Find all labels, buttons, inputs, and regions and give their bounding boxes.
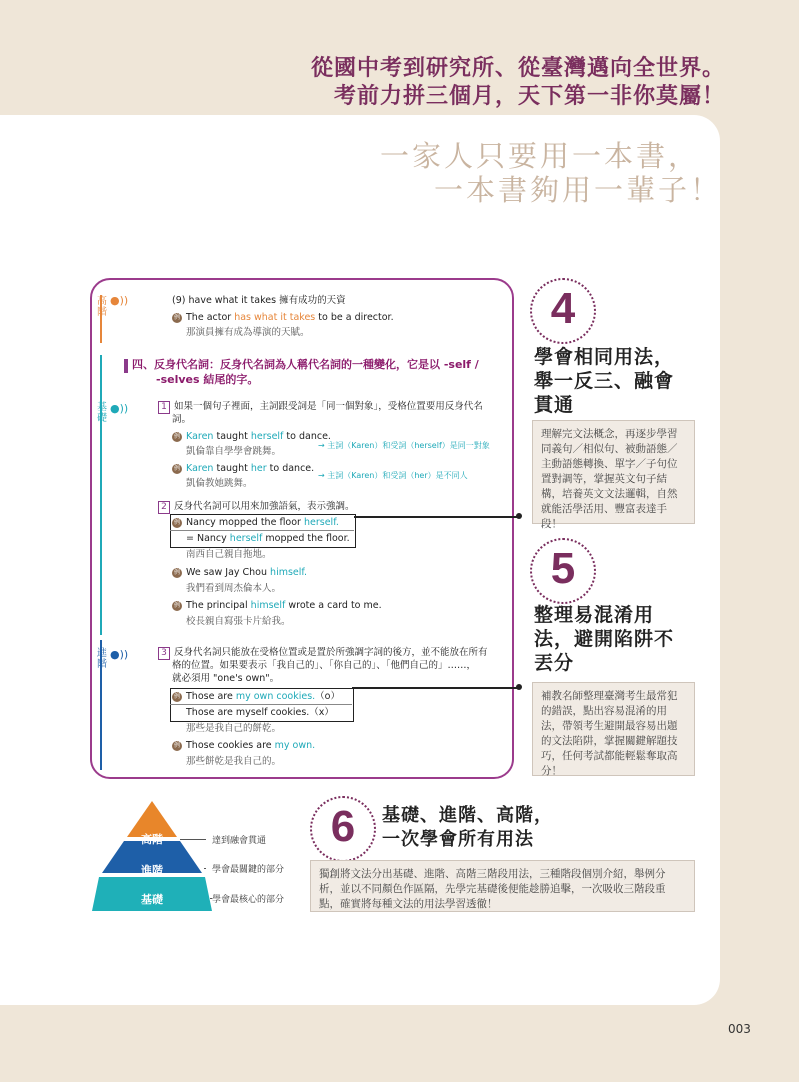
header-line-1: 從國中考到研究所、從臺灣邁向全世界。 — [310, 56, 725, 81]
slogan-line-2: 一本書夠用一輩子！ — [434, 173, 723, 207]
example-badge: 例 — [173, 741, 180, 749]
rule-1-line-1 — [158, 400, 483, 414]
example-line — [172, 690, 340, 704]
example-line — [172, 739, 315, 753]
feature-description: 補教名師整理臺灣考生最常犯的錯誤，點出容易混淆的用法，帶領考生避開最容易出題的文法陷阱，掌握關鍵解題技巧，任何考試都能輕鬆奪取高分！ — [532, 682, 695, 776]
feature-number: 5 — [550, 544, 576, 593]
example-badge: 例 — [173, 518, 180, 526]
text: 反身代名詞可以用來加強語氣，表示強調。 — [174, 501, 355, 512]
highlight: himself. — [270, 567, 308, 578]
feature-number: 6 — [330, 802, 356, 851]
phrase-line: (9) have what it takes 擁有成功的天資 — [172, 295, 346, 306]
feature-title — [382, 804, 553, 852]
section-title-1: 四、反身代名詞：反身代名詞為人稱代名詞的一種變化，它是以 -self / — [132, 358, 479, 371]
title-line: 舉一反三、融會 — [534, 370, 675, 392]
example-translation: 校長親自寫張卡片給我。 — [186, 616, 291, 627]
section-title-2: -selves 結尾的字。 — [156, 373, 259, 386]
example-badge: 例 — [173, 692, 180, 700]
example-translation: 那演員擁有成為導演的天賦。 — [186, 327, 310, 338]
sound-wave-icon: ●)) — [110, 402, 129, 415]
example-translation: 我們看到周杰倫本人。 — [186, 583, 282, 594]
text: to be a director. — [315, 312, 394, 323]
text: Those cookies are — [186, 740, 275, 751]
example-translation: 南西自己親自拖地。 — [186, 549, 272, 560]
example-line: Those are myself cookies.（x） — [186, 707, 334, 718]
leader-line — [204, 868, 206, 869]
example-badge: 例 — [173, 568, 180, 576]
annotation-note: → 主詞（Karen）和受詞（herself）是同一對象 — [318, 441, 490, 450]
highlight: her — [250, 463, 267, 474]
text: wrote a card to me. — [285, 600, 382, 611]
highlight: herself — [250, 431, 284, 442]
text: Nancy mopped the floor — [186, 517, 304, 528]
highlight: herself — [229, 533, 263, 544]
example-translation: 凱倫靠自學學會跳舞。 — [186, 446, 282, 457]
level-tag-basic: 基礎 — [97, 402, 107, 424]
highlight: herself. — [303, 517, 339, 528]
pyramid-desc-mid: 學會最關鍵的部分 — [212, 865, 285, 875]
text: 如果一個句子裡面，主詞跟受詞是「同一個對象」，受格位置要用反身代名 — [174, 401, 483, 412]
feature-description: 理解完文法概念，再逐步學習同義句／相似句、被動語態／主動語態轉換、單字／子句位置對調等，掌握英文句子結構，培養英文文法邏輯，自然就能活學活用、豐富表達手段！ — [532, 420, 695, 524]
text: Those are — [186, 691, 236, 702]
rule-number: 2 — [158, 501, 170, 514]
feature-number: 4 — [550, 284, 576, 333]
example-line — [172, 430, 331, 444]
text: The principal — [186, 600, 251, 611]
example-line — [172, 311, 394, 325]
example-translation: 那些餅乾是我自己的。 — [186, 756, 282, 767]
divider — [170, 704, 352, 705]
page-number: 003 — [728, 1022, 751, 1036]
text: We saw Jay Chou — [186, 567, 271, 578]
rule-3-line-2: 格的位置。如果要表示「我自己的」、「你自己的」、「他們自己的」……， — [172, 660, 477, 671]
text: 反身代名詞只能放在受格位置或是置於所強調字詞的後方，並不能放在所有 — [174, 647, 488, 658]
example-line — [172, 516, 339, 530]
example-badge: 例 — [173, 464, 180, 472]
text: taught — [213, 431, 251, 442]
highlight: Karen — [186, 431, 214, 442]
example-translation: 凱倫教她跳舞。 — [186, 478, 253, 489]
level-tag-intermediate: 進階 — [97, 648, 107, 670]
text: 主詞（Karen）和受詞（her）是不同人 — [327, 471, 468, 480]
highlight: has what it takes — [234, 312, 316, 323]
pyramid-desc-top: 達到融會貫通 — [212, 836, 267, 846]
text: taught — [213, 463, 251, 474]
example-line — [172, 566, 307, 580]
title-line: 學會相同用法， — [534, 346, 675, 368]
example-badge: 例 — [173, 432, 180, 440]
text: = Nancy — [186, 533, 230, 544]
text: mopped the floor. — [262, 533, 350, 544]
connector-dot — [516, 513, 522, 519]
feature-title — [534, 603, 674, 675]
title-line: 整理易混淆用 — [534, 604, 655, 626]
example-line — [186, 532, 350, 546]
section-bar — [124, 359, 128, 373]
rule-3-line-3: 就必須用 "one's own"。 — [172, 673, 280, 684]
connector-line — [352, 687, 520, 689]
rule-number: 3 — [158, 647, 170, 660]
highlight: Karen — [186, 463, 214, 474]
example-line — [172, 462, 314, 476]
title-line: 貫通 — [534, 394, 575, 416]
title-line: 基礎、進階、高階， — [382, 805, 553, 826]
sound-wave-icon: ●)) — [110, 648, 129, 661]
connector-line — [354, 516, 520, 518]
divider — [170, 530, 354, 531]
rule-1-line-2: 詞。 — [172, 414, 192, 425]
text: to dance. — [266, 463, 315, 474]
feature-title — [534, 345, 674, 417]
example-badge: 例 — [173, 601, 180, 609]
text: to dance. — [283, 431, 331, 442]
text: （o） — [315, 691, 340, 702]
text: 主詞（Karen）和受詞（herself）是同一對象 — [327, 441, 490, 450]
page-header — [0, 55, 725, 111]
rule-3-line-1 — [158, 646, 488, 660]
slogan-line-1: 一家人只要用一本書， — [380, 139, 701, 173]
basic-level-bar — [100, 355, 102, 635]
header-line-2: 考前力拼三個月，天下第一非你莫屬！ — [333, 84, 725, 109]
pyramid-desc-base: 學會最核心的部分 — [212, 895, 285, 905]
highlight: my own. — [274, 740, 316, 751]
rule-2-line — [158, 500, 355, 514]
title-line: 丟分 — [534, 652, 575, 674]
annotation-note: → 主詞（Karen）和受詞（her）是不同人 — [318, 471, 468, 480]
feature-description: 獨創將文法分出基礎、進階、高階三階段用法，三種階段個別介紹，舉例分析，並以不同顏色作區隔，先學完基礎後便能趁勝追擊，一次吸收三階段重點，確實將每種文法的用法學習透徹！ — [310, 860, 695, 912]
highlight: himself — [250, 600, 286, 611]
pyramid-label-mid: 進階 — [141, 864, 163, 877]
pyramid-label-base: 基礎 — [141, 893, 163, 906]
leader-line — [180, 839, 206, 840]
title-line: 法，避開陷阱不 — [534, 628, 675, 650]
level-tag-advanced: 高階 — [97, 296, 107, 318]
text: The actor — [186, 312, 235, 323]
example-badge: 例 — [173, 313, 180, 321]
pyramid-label-top: 高階 — [141, 833, 163, 846]
example-line — [172, 599, 382, 613]
sound-wave-icon: ●)) — [110, 294, 129, 307]
example-translation: 那些是我自己的餅乾。 — [186, 723, 282, 734]
highlight: my own cookies. — [235, 691, 316, 702]
title-line: 一次學會所有用法 — [382, 829, 534, 850]
connector-dot — [516, 684, 522, 690]
rule-number: 1 — [158, 401, 170, 414]
